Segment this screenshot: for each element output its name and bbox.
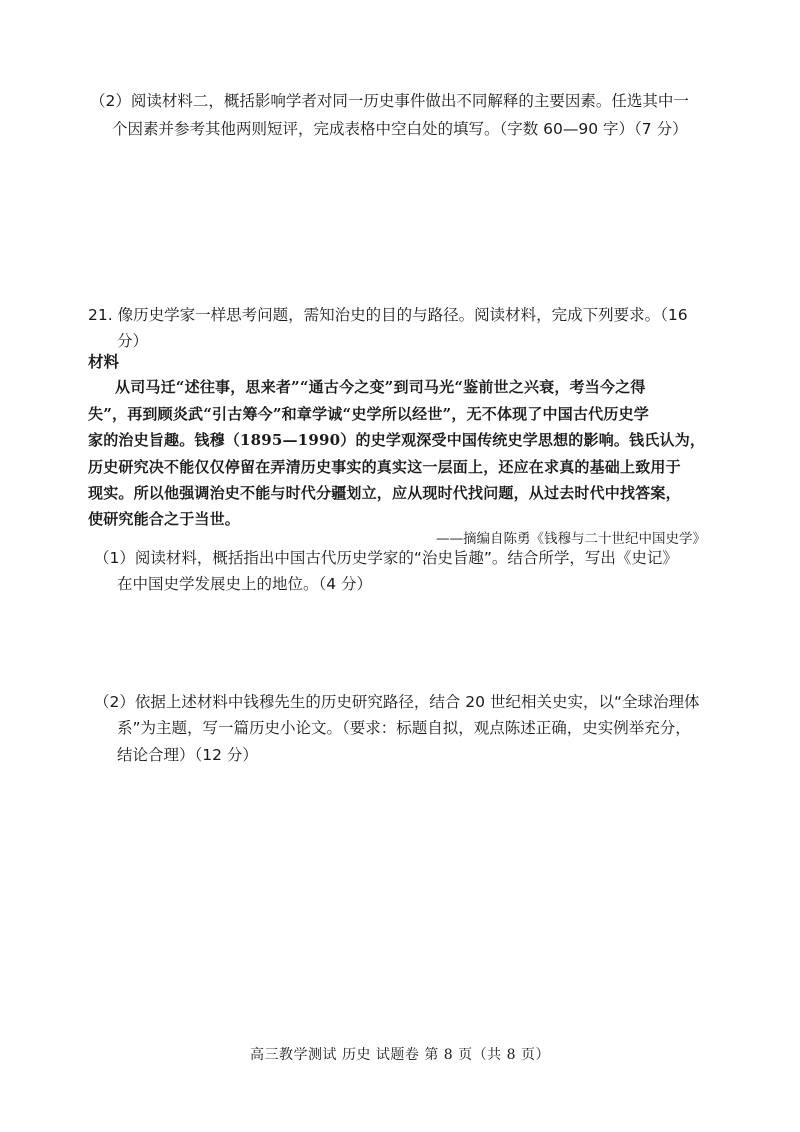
q20-part2-line1: （2）阅读材料二，概括影响学者对同一历史事件做出不同解释的主要因素。任选其中一: [90, 92, 689, 110]
material-line-3: 家的治史旨趣。钱穆（1895—1990）的史学观深受中国传统史学思想的影响。钱氏认为，: [88, 431, 706, 449]
q21-stem-line2: 分）: [117, 332, 149, 350]
material-line-5: 现实。所以他强调治史不能与时代分疆划立，应从现时代找问题，从过去时代中找答案，: [88, 484, 681, 502]
page-footer: 高三教学测试 历史 试题卷 第 8 页（共 8 页）: [250, 1047, 550, 1063]
q21-part1-line1: （1）阅读材料，概括指出中国古代历史学家的“治史旨趣”。结合所学，写出《史记》: [94, 549, 678, 567]
q21-part2-line2: 系”为主题，写一篇历史小论文。（要求：标题自拟，观点陈述正确，史实例举充分，: [117, 719, 691, 737]
q20-part2-line2: 个因素并参考其他两则短评，完成表格中空白处的填写。（字数 60—90 字）（7 分）: [112, 120, 688, 138]
q21-stem-line1: 21. 像历史学家一样思考问题，需知治史的目的与路径。阅读材料，完成下列要求。（16: [88, 306, 688, 324]
material-line-6: 使研究能合之于当世。: [88, 510, 241, 528]
material-line-4: 历史研究决不能仅仅停留在弄清历史事实的真实这一层面上，还应在求真的基础上致用于: [88, 458, 681, 476]
material-line-2: 失”，再到顾炎武“引古筹今”和章学诚“史学所以经世”，无不体现了中国古代历史学: [88, 405, 649, 423]
material-label: 材料: [88, 353, 120, 371]
q21-part2-line1: （2）依据上述材料中钱穆先生的历史研究路径，结合 20 世纪相关史实，以“全球治理体: [94, 693, 700, 711]
material-line-1: 从司马迁“述往事，思来者”“通古今之变”到司马光“鉴前世之兴衰，考当今之得: [115, 378, 646, 396]
q21-part1-line2: 在中国史学发展史上的地位。（4 分）: [117, 575, 373, 593]
q21-part2-line3: 结论合理）（12 分）: [117, 746, 258, 764]
material-source: ——摘编自陈勇《钱穆与二十世纪中国史学》: [436, 531, 706, 547]
